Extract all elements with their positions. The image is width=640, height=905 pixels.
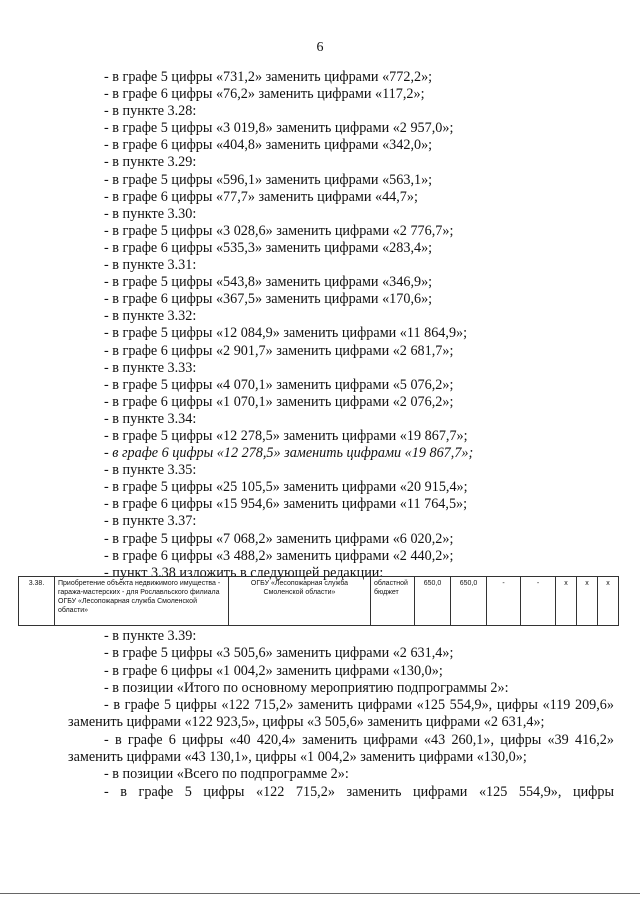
list-item: - в пункте 3.30: — [104, 205, 197, 222]
list-item: - в графе 5 цифры «4 070,1» заменить цифрами «5 076,2»; — [104, 376, 454, 393]
table-row — [19, 577, 619, 626]
list-item: - в графе 5 цифры «12 084,9» заменить цифрами «11 864,9»; — [104, 325, 468, 342]
cell-year1: 650,0 — [451, 577, 487, 626]
cell-executor: ОГБУ «Лесопожарная служба Смоленской области» — [229, 577, 371, 626]
list-item: - пункт 3.38 изложить в следующей редакции: — [104, 564, 384, 581]
cell-year3: - — [521, 577, 556, 626]
list-item: - в пункте 3.28: — [104, 103, 197, 120]
list-item: - в графе 5 цифры «7 068,2» заменить цифрами «6 020,2»; — [104, 530, 454, 547]
list-item: - в графе 6 цифры «1 004,2» заменить цифрами «130,0»; — [104, 662, 443, 679]
cell-name: Приобретение объекта недвижимого имущества - гаража-мастерских - для Рославльского филиала ОГБУ «Лесопожарная служба Смоленской области» — [55, 577, 229, 626]
list-item: - в графе 5 цифры «12 278,5» заменить цифрами «19 867,7»; — [104, 427, 468, 444]
list-item: - в графе 5 цифры «543,8» заменить цифрами «346,9»; — [104, 274, 433, 291]
list-item: - в графе 5 цифры «596,1» заменить цифрами «563,1»; — [104, 171, 433, 188]
list-item: - в позиции «Всего по подпрограмме 2»: — [104, 766, 349, 783]
list-item: - в графе 6 цифры «3 488,2» заменить цифрами «2 440,2»; — [104, 547, 454, 564]
paragraph: - в графе 5 цифры «122 715,2» заменить цифрами «125 554,9», цифры — [104, 783, 614, 800]
cell-source: областной бюджет — [371, 577, 415, 626]
list-item: - в пункте 3.34: — [104, 410, 197, 427]
list-item: - в графе 5 цифры «731,2» заменить цифрами «772,2»; — [104, 69, 433, 85]
list-item: - в пункте 3.32: — [104, 308, 197, 325]
list-item: - в графе 6 цифры «404,8» заменить цифрами «342,0»; — [104, 137, 433, 154]
list-item: - в пункте 3.37: — [104, 513, 197, 530]
list-item: - в графе 6 цифры «2 901,7» заменить цифрами «2 681,7»; — [104, 342, 454, 359]
list-item: - в графе 6 цифры «535,3» заменить цифрами «283,4»; — [104, 239, 433, 256]
list-item: - в графе 5 цифры «25 105,5» заменить цифрами «20 915,4»; — [104, 479, 468, 496]
paragraph: - в графе 5 цифры «122 715,2» заменить цифрами «125 554,9», цифры «119 209,6» заменить цифрами «122 923,5», цифры «3 505,6» заменить цифрами «2 631,4»; — [68, 697, 614, 731]
list-item: - в пункте 3.35: — [104, 462, 197, 479]
list-item: - в графе 6 цифры «1 070,1» заменить цифрами «2 076,2»; — [104, 393, 454, 410]
cell-total: 650,0 — [415, 577, 451, 626]
list-item: - в пункте 3.33: — [104, 359, 197, 376]
page-number: 6 — [316, 40, 324, 55]
paragraph: - в графе 6 цифры «40 420,4» заменить цифрами «43 260,1», цифры «39 416,2» заменить цифрами «43 130,1», цифры «1 004,2» заменить цифрами «130,0»; — [68, 731, 614, 766]
table-row-3-38 — [18, 576, 619, 626]
list-item: - в графе 5 цифры «3 019,8» заменить цифрами «2 957,0»; — [104, 120, 454, 137]
list-item: - в пункте 3.29: — [104, 154, 197, 171]
cell-x1: х — [556, 577, 577, 626]
list-item: - в пункте 3.31: — [104, 257, 197, 274]
list-item: - в графе 6 цифры «12 278,5» заменить цифрами «19 867,7»; — [104, 445, 474, 462]
list-item: - в графе 6 цифры «15 954,6» заменить цифрами «11 764,5»; — [104, 496, 468, 513]
cell-x2: х — [577, 577, 598, 626]
list-item: - в графе 5 цифры «3 028,6» заменить цифрами «2 776,7»; — [104, 222, 454, 239]
cell-number: 3.38. — [19, 577, 55, 626]
list-item: - в графе 6 цифры «367,5» заменить цифрами «170,6»; — [104, 291, 433, 308]
cell-year2: - — [487, 577, 521, 626]
amendment-list — [104, 69, 624, 582]
list-item: - в графе 6 цифры «76,2» заменить цифрами «117,2»; — [104, 86, 425, 103]
page-bottom-rule — [0, 893, 640, 894]
list-item: - в пункте 3.39: — [104, 628, 197, 644]
amendment-continuation — [68, 628, 614, 801]
cell-x3: х — [598, 577, 619, 626]
list-item: - в позиции «Итого по основному мероприятию подпрограммы 2»: — [104, 679, 509, 696]
list-item: - в графе 6 цифры «77,7» заменить цифрами «44,7»; — [104, 188, 418, 205]
list-item: - в графе 5 цифры «3 505,6» заменить цифрами «2 631,4»; — [104, 645, 454, 662]
